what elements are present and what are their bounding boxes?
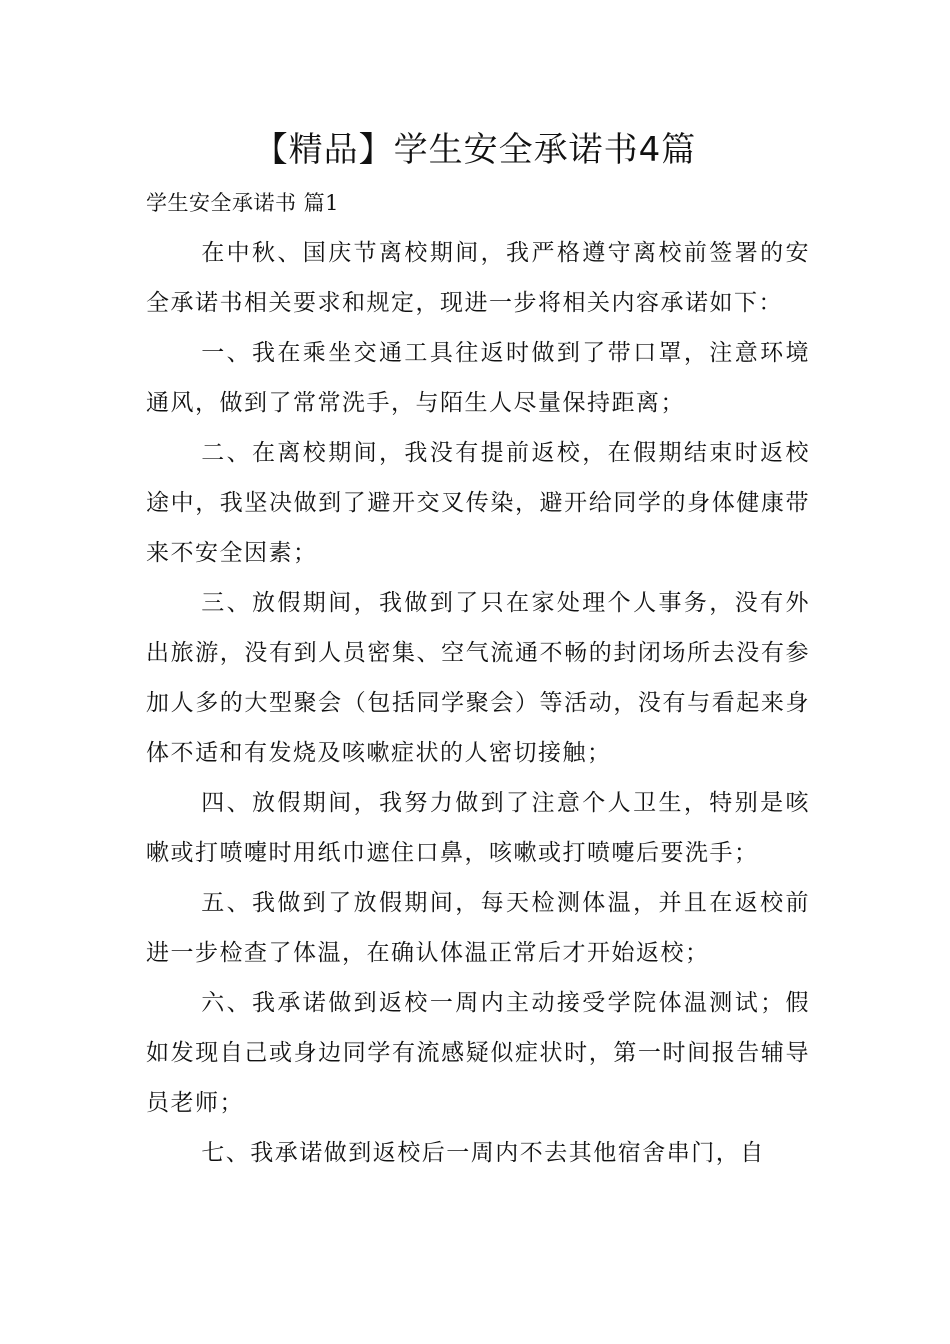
paragraph-item-2: 二、在离校期间，我没有提前返校，在假期结束时返校途中，我坚决做到了避开交叉传染，避开给同学的身体健康带来不安全因素； [146, 440, 810, 566]
paragraph-item-5: 五、我做到了放假期间，每天检测体温，并且在返校前进一步检查了体温，在确认体温正常后才开始返校； [146, 890, 810, 966]
paragraph-item-1: 一、我在乘坐交通工具往返时做到了带口罩，注意环境通风，做到了常常洗手，与陌生人尽量保持距离； [146, 340, 810, 416]
paragraph-item-6: 六、我承诺做到返校一周内主动接受学院体温测试；假如发现自己或身边同学有流感疑似症状时，第一时间报告辅导员老师； [146, 990, 810, 1116]
paragraph-item-7: 七、我承诺做到返校后一周内不去其他宿舍串门，自 [201, 1140, 765, 1166]
paragraph-item-4: 四、放假期间，我努力做到了注意个人卫生，特别是咳嗽或打喷嚏时用纸巾遮住口鼻，咳嗽或打喷嚏后要洗手； [146, 790, 810, 866]
paragraph-intro: 在中秋、国庆节离校期间，我严格遵守离校前签署的安全承诺书相关要求和规定，现进一步将相关内容承诺如下： [146, 240, 810, 316]
document-title: 【精品】学生安全承诺书4篇 [253, 130, 697, 170]
document-body [146, 178, 810, 1178]
section-heading: 学生安全承诺书 篇1 [146, 191, 340, 215]
paragraph-item-3: 三、放假期间，我做到了只在家处理个人事务，没有外出旅游，没有到人员密集、空气流通不畅的封闭场所去没有参加人多的大型聚会（包括同学聚会）等活动，没有与看起来身体不适和有发烧及咳嗽症状的人密切接触； [146, 590, 810, 766]
